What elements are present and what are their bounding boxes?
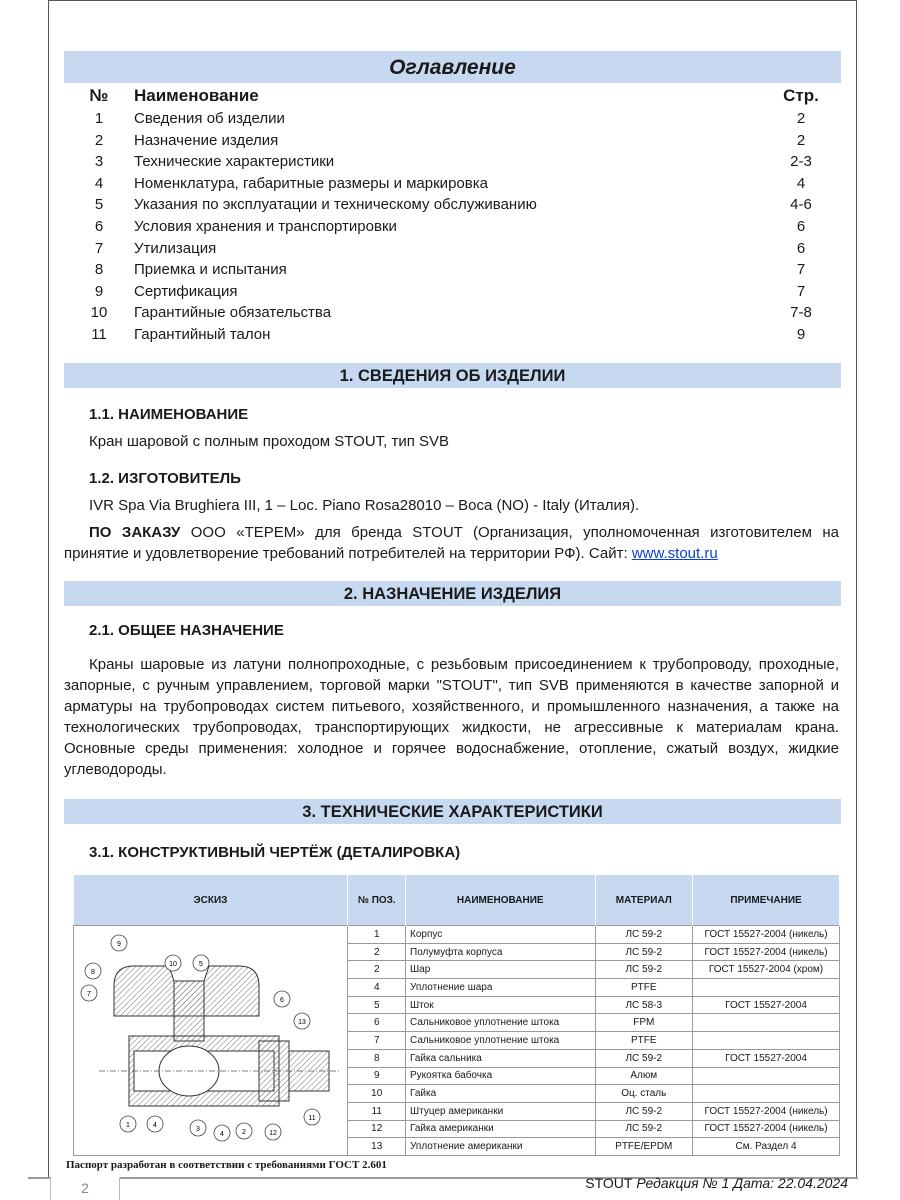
cell-note: ГОСТ 15527-2004 [693, 996, 840, 1014]
page-number: 2 [50, 1177, 120, 1200]
cell-name: Шток [406, 996, 596, 1014]
cell-note [693, 979, 840, 997]
toc-header-page: Стр. [783, 86, 819, 105]
svg-text:4: 4 [153, 1122, 157, 1129]
footer-gost-note: Паспорт разработан в соответствии с требованиями ГОСТ 2.601 [66, 1159, 387, 1171]
cell-material: PTFE [595, 1032, 693, 1050]
cell-name: Гайка [406, 1085, 596, 1103]
cell-pos: 8 [348, 1049, 406, 1067]
toc-item-title: Номенклатура, габаритные размеры и маркировка [134, 174, 488, 192]
cell-name: Корпус [406, 926, 596, 944]
cell-material: ЛС 59-2 [595, 1102, 693, 1120]
toc-item-title: Сведения об изделии [134, 110, 285, 127]
toc-header-num: № [89, 86, 109, 105]
order-text: ООО «ТЕРЕМ» для бренда STOUT (Организация, уполномоченная изготовителем на принятие и удовлетворение требований потребителей на территории РФ). Сайт: [64, 524, 839, 562]
cell-note: ГОСТ 15527-2004 [693, 1049, 840, 1067]
cell-name: Уплотнение шара [406, 979, 596, 997]
toc-item-num: 3 [94, 153, 104, 171]
toc-item-title: Назначение изделия [134, 131, 279, 149]
site-link[interactable]: www.stout.ru [631, 545, 718, 562]
toc-title: Оглавление [64, 51, 841, 83]
section-2-1-title: 2.1. ОБЩЕЕ НАЗНАЧЕНИЕ [89, 622, 284, 639]
toc-item-page: 2-3 [790, 153, 812, 171]
parts-table [73, 875, 840, 1156]
toc-item-title: Гарантийные обязательства [134, 304, 332, 322]
cell-name: Гайка американки [406, 1120, 596, 1138]
toc-item [64, 110, 841, 131]
cell-note: ГОСТ 15527-2004 (никель) [693, 1120, 840, 1138]
cell-name: Сальниковое уплотнение штока [406, 1032, 596, 1050]
col-pos: № ПОЗ. [348, 875, 406, 926]
cell-note: ГОСТ 15527-2004 (никель) [693, 1102, 840, 1120]
cell-note [693, 1067, 840, 1085]
cell-pos: 5 [348, 996, 406, 1014]
toc-item-title: Приемка и испытания [134, 261, 287, 279]
cell-pos: 4 [348, 979, 406, 997]
svg-text:1: 1 [126, 1122, 130, 1129]
cell-name: Полумуфта корпуса [406, 943, 596, 961]
cell-material: Алюм [595, 1067, 693, 1085]
toc-item-page: 9 [796, 326, 806, 343]
svg-text:4: 4 [220, 1131, 224, 1138]
toc-item-title: Утилизация [134, 239, 217, 257]
cell-pos: 1 [348, 926, 406, 944]
toc-item [64, 153, 841, 174]
toc-item-num: 11 [91, 326, 107, 343]
toc-item [64, 326, 841, 347]
parts-table-header [74, 875, 840, 926]
section-3-heading: 3. ТЕХНИЧЕСКИЕ ХАРАКТЕРИСТИКИ [64, 799, 841, 824]
cell-name: Шар [406, 961, 596, 979]
cell-note: ГОСТ 15527-2004 (никель) [693, 926, 840, 944]
cell-pos: 11 [348, 1102, 406, 1120]
cell-material: ЛС 59-2 [595, 926, 693, 944]
svg-text:12: 12 [269, 1130, 277, 1137]
toc-item-title: Технические характеристики [134, 153, 335, 171]
cell-note [693, 1085, 840, 1103]
cell-name: Гайка сальника [406, 1049, 596, 1067]
cell-material: PTFE [595, 979, 693, 997]
toc-item-page: 2 [796, 131, 806, 149]
toc-item-page: 4 [796, 174, 806, 192]
cell-name: Сальниковое уплотнение штока [406, 1014, 596, 1032]
toc-item-title: Условия хранения и транспортировки [134, 218, 397, 235]
toc-item [64, 132, 841, 153]
svg-text:11: 11 [308, 1115, 316, 1122]
toc-item-page: 2 [796, 110, 806, 127]
cell-note: ГОСТ 15527-2004 (никель) [693, 943, 840, 961]
product-name-text: Кран шаровой с полным проходом STOUT, тип SVB [89, 433, 450, 450]
toc-item [64, 240, 841, 261]
toc-header-title: Наименование [134, 86, 259, 105]
svg-text:2: 2 [242, 1129, 246, 1136]
toc-item-page: 6 [796, 218, 806, 235]
svg-text:6: 6 [280, 997, 284, 1004]
cell-material: FPM [595, 1014, 693, 1032]
cell-pos: 13 [348, 1138, 406, 1156]
toc-item-num: 10 [90, 304, 108, 322]
manufacturer-text: IVR Spa Via Brughiera III, 1 – Loc. Piano Rosa28010 – Boca (NO) - Italy (Италия). [89, 497, 640, 514]
toc-item-page: 7 [796, 282, 806, 300]
toc-item-page: 7-8 [790, 304, 812, 322]
toc-item-num: 8 [94, 261, 104, 279]
toc-item-page: 4-6 [790, 196, 812, 214]
cell-material: ЛС 59-2 [595, 943, 693, 961]
cell-material: ЛС 59-2 [595, 961, 693, 979]
svg-text:7: 7 [87, 991, 91, 998]
footer-brand: STOUT [585, 1175, 633, 1191]
section-2-heading: 2. НАЗНАЧЕНИЕ ИЗДЕЛИЯ [64, 581, 841, 606]
section-1-1-title: 1.1. НАИМЕНОВАНИЕ [89, 406, 249, 423]
cell-material: PTFE/EPDM [595, 1138, 693, 1156]
svg-text:8: 8 [91, 969, 95, 976]
cell-pos: 2 [348, 961, 406, 979]
order-paragraph [64, 522, 839, 564]
footer-edition [585, 1175, 848, 1191]
cell-pos: 12 [348, 1120, 406, 1138]
cell-name: Рукоятка бабочка [406, 1067, 596, 1085]
section-3-1-title: 3.1. КОНСТРУКТИВНЫЙ ЧЕРТЁЖ (ДЕТАЛИРОВКА) [89, 844, 461, 861]
col-name: НАИМЕНОВАНИЕ [406, 875, 596, 926]
cell-material: Оц. сталь [595, 1085, 693, 1103]
cell-note: См. Раздел 4 [693, 1138, 840, 1156]
toc-item-page: 7 [796, 261, 806, 279]
cell-name: Штуцер американки [406, 1102, 596, 1120]
cell-material: ЛС 59-2 [595, 1120, 693, 1138]
toc-item-title: Указания по эксплуатации и техническому обслуживанию [134, 196, 537, 214]
cell-pos: 9 [348, 1067, 406, 1085]
toc-item [64, 196, 841, 217]
footer-edition-date: Редакция № 1 Дата: 22.04.2024 [632, 1175, 848, 1191]
toc-item-num: 7 [94, 239, 104, 257]
table-row [74, 926, 840, 944]
toc-item-num: 5 [94, 196, 104, 214]
col-sketch: ЭСКИЗ [74, 875, 348, 926]
order-bold-label: ПО ЗАКАЗУ [89, 524, 181, 541]
cell-note: ГОСТ 15527-2004 (хром) [693, 961, 840, 979]
cell-material: ЛС 58-3 [595, 996, 693, 1014]
svg-text:10: 10 [169, 961, 177, 968]
cell-pos: 10 [348, 1085, 406, 1103]
toc-header-row [64, 86, 841, 108]
toc-item [64, 304, 841, 325]
toc-item-page: 6 [796, 239, 806, 257]
toc-item [64, 218, 841, 239]
section-1-2-title: 1.2. ИЗГОТОВИТЕЛЬ [89, 470, 241, 487]
toc-item-num: 9 [94, 282, 104, 300]
cell-note [693, 1032, 840, 1050]
cell-pos: 2 [348, 943, 406, 961]
svg-text:5: 5 [199, 961, 203, 968]
svg-text:3: 3 [196, 1126, 200, 1133]
toc-item [64, 283, 841, 304]
toc-item-title: Гарантийный талон [134, 326, 271, 343]
ball-valve-section-icon [74, 926, 346, 1152]
section-1-heading: 1. СВЕДЕНИЯ ОБ ИЗДЕЛИИ [64, 363, 841, 388]
purpose-text: Краны шаровые из латуни полнопроходные, с резьбовым присоединением к трубопроводу, проходные, запорные, с ручным управлением, торговой марки "STOUT", тип SVB применяются в качестве запорной и арматуры на трубопроводах систем питьевого, хозяйственного, и промышленного назначения, а также на технологических трубопроводах, транспортирующих жидкости, не агрессивные к материалам крана. Основные среды применения: холодное и горячее водоснабжение, отопление, сжатый воздух, жидкие углеводороды. [64, 656, 839, 778]
cell-material: ЛС 59-2 [595, 1049, 693, 1067]
purpose-paragraph [64, 654, 839, 780]
toc-item [64, 261, 841, 282]
toc-item [64, 175, 841, 196]
svg-text:9: 9 [117, 941, 121, 948]
cell-pos: 6 [348, 1014, 406, 1032]
cell-note [693, 1014, 840, 1032]
cell-pos: 7 [348, 1032, 406, 1050]
svg-text:13: 13 [298, 1019, 306, 1026]
toc-item-num: 4 [94, 174, 104, 192]
col-material: МАТЕРИАЛ [595, 875, 693, 926]
toc-item-num: 2 [94, 131, 104, 149]
valve-drawing [74, 926, 348, 1156]
toc-item-num: 1 [94, 110, 104, 127]
cell-name: Уплотнение американки [406, 1138, 596, 1156]
toc-item-num: 6 [94, 218, 104, 235]
col-note: ПРИМЕЧАНИЕ [693, 875, 840, 926]
toc-item-title: Сертификация [134, 282, 238, 300]
